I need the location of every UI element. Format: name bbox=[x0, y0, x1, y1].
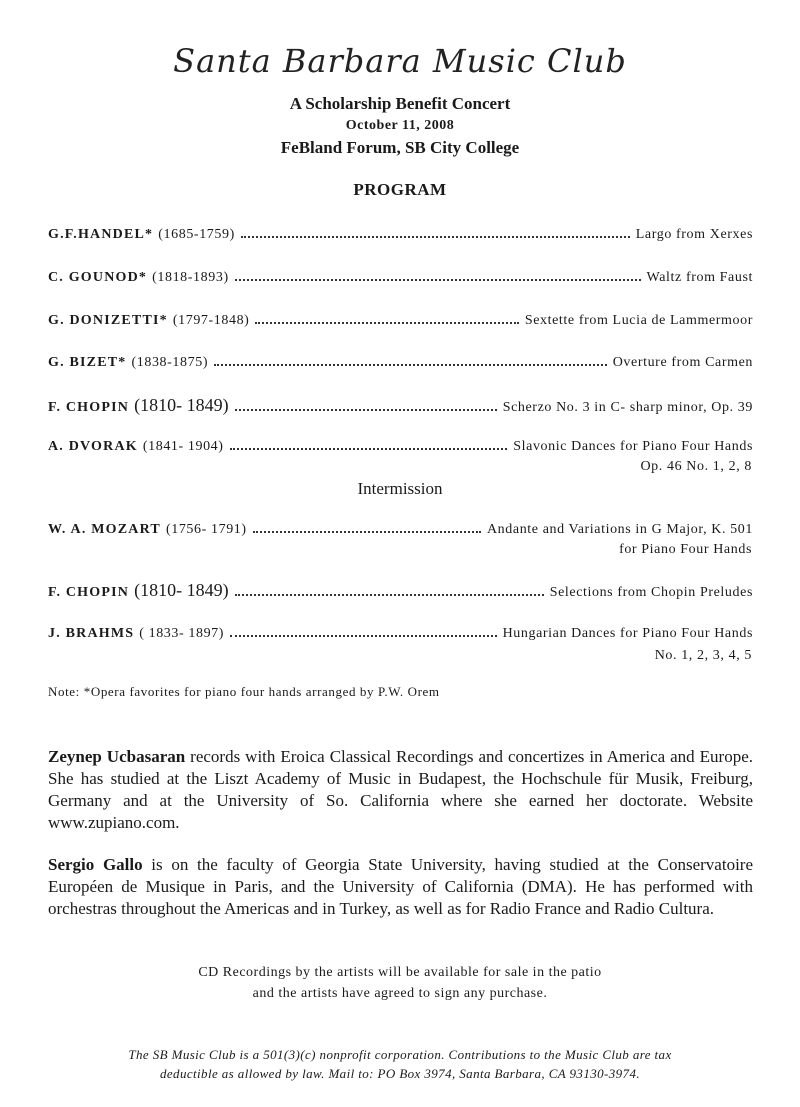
program-title: PROGRAM bbox=[353, 180, 447, 199]
program-item bbox=[48, 313, 753, 329]
dot-leader bbox=[235, 278, 641, 281]
work-title-continued: No. 1, 2, 3, 4, 5 bbox=[654, 648, 752, 663]
event-date: October 11, 2008 bbox=[345, 118, 455, 133]
event-title: A Scholarship Benefit Concert bbox=[289, 94, 511, 113]
composer-name: G. BIZET* bbox=[48, 355, 127, 370]
dot-leader bbox=[253, 530, 481, 533]
dot-leader bbox=[230, 634, 497, 637]
arrangement-note: Note: *Opera favorites for piano four hands arranged by P.W. Orem bbox=[48, 684, 440, 699]
dot-leader bbox=[235, 593, 544, 596]
composer-dates: (1818-1893) bbox=[152, 270, 229, 285]
cd-notice-line: CD Recordings by the artists will be available for sale in the patio bbox=[198, 965, 602, 980]
work-title-continued: Op. 46 No. 1, 2, 8 bbox=[640, 459, 752, 474]
work-title: Overture from Carmen bbox=[612, 355, 753, 370]
composer-name: W. A. MOZART bbox=[48, 522, 161, 537]
intermission-label: Intermission bbox=[357, 479, 443, 498]
program-item bbox=[48, 580, 753, 601]
work-title: Selections from Chopin Preludes bbox=[549, 585, 753, 600]
composer-dates: (1756- 1791) bbox=[165, 522, 247, 537]
dot-leader bbox=[214, 363, 607, 366]
composer-name: A. DVORAK bbox=[48, 439, 138, 454]
composer-dates: (1810- 1849) bbox=[134, 580, 229, 600]
cd-notice bbox=[0, 962, 800, 1004]
work-title: Largo from Xerxes bbox=[635, 227, 753, 242]
work-title: Hungarian Dances for Piano Four Hands bbox=[502, 626, 753, 641]
program-item bbox=[48, 522, 753, 538]
work-title: Waltz from Faust bbox=[646, 270, 753, 285]
artist-bio-text: is on the faculty of Georgia State University, having studied at the Conservatoire Européen de Musique in Paris, and the University of California (DMA). He has performed with orchestras throughout the Americas and in Turkey, as well as for Radio France and Radio Cultura. bbox=[48, 855, 753, 918]
composer-name: C. GOUNOD* bbox=[48, 270, 148, 285]
work-title: Scherzo No. 3 in C- sharp minor, Op. 39 bbox=[502, 400, 753, 415]
artist-name: Sergio Gallo bbox=[48, 855, 143, 874]
dot-leader bbox=[255, 321, 518, 324]
program-item bbox=[48, 227, 753, 243]
composer-name: G.F.HANDEL* bbox=[48, 227, 154, 242]
footer-line: The SB Music Club is a 501(3)(c) nonprofit corporation. Contributions to the Music Club are tax bbox=[128, 1047, 672, 1062]
club-name: Santa Barbara Music Club bbox=[173, 42, 627, 80]
composer-dates: (1810- 1849) bbox=[134, 395, 229, 415]
composer-name: G. DONIZETTI* bbox=[48, 313, 168, 328]
composer-dates: (1685-1759) bbox=[158, 227, 235, 242]
work-title: Slavonic Dances for Piano Four Hands bbox=[513, 439, 753, 454]
program-item bbox=[48, 395, 753, 416]
work-title: Sextette from Lucia de Lammermoor bbox=[524, 313, 753, 328]
composer-name: J. BRAHMS bbox=[48, 626, 135, 641]
program-item bbox=[48, 355, 753, 371]
composer-dates: (1838-1875) bbox=[131, 355, 209, 370]
program-item bbox=[48, 626, 753, 642]
composer-dates: (1797-1848) bbox=[172, 313, 250, 328]
artist-bio-text: records with Eroica Classical Recordings and concertizes in America and Europe. She has studied at the Liszt Academy of Music in Budapest, the Hochschule für Musik, Freiburg, Germany and at the University of So. California where she earned her doctorate. Website www.zupiano.com. bbox=[48, 747, 753, 832]
program-item bbox=[48, 270, 753, 286]
composer-dates: (1841- 1904) bbox=[142, 439, 224, 454]
artist-bio bbox=[48, 854, 753, 920]
composer-dates: ( 1833- 1897) bbox=[139, 626, 225, 641]
event-venue: FeBland Forum, SB City College bbox=[280, 138, 520, 157]
composer-name: F. CHOPIN bbox=[48, 400, 130, 415]
footer-notice bbox=[0, 1045, 800, 1083]
dot-leader bbox=[235, 408, 497, 411]
artist-bio bbox=[48, 746, 753, 834]
footer-line: deductible as allowed by law. Mail to: PO Box 3974, Santa Barbara, CA 93130-3974. bbox=[159, 1066, 641, 1081]
work-title-continued: for Piano Four Hands bbox=[619, 542, 752, 557]
artist-name: Zeynep Ucbasaran bbox=[48, 747, 186, 766]
dot-leader bbox=[230, 447, 508, 450]
cd-notice-line: and the artists have agreed to sign any purchase. bbox=[252, 986, 548, 1001]
composer-name: F. CHOPIN bbox=[48, 585, 130, 600]
dot-leader bbox=[241, 235, 630, 238]
program-item bbox=[48, 439, 753, 455]
work-title: Andante and Variations in G Major, K. 501 bbox=[486, 522, 753, 537]
